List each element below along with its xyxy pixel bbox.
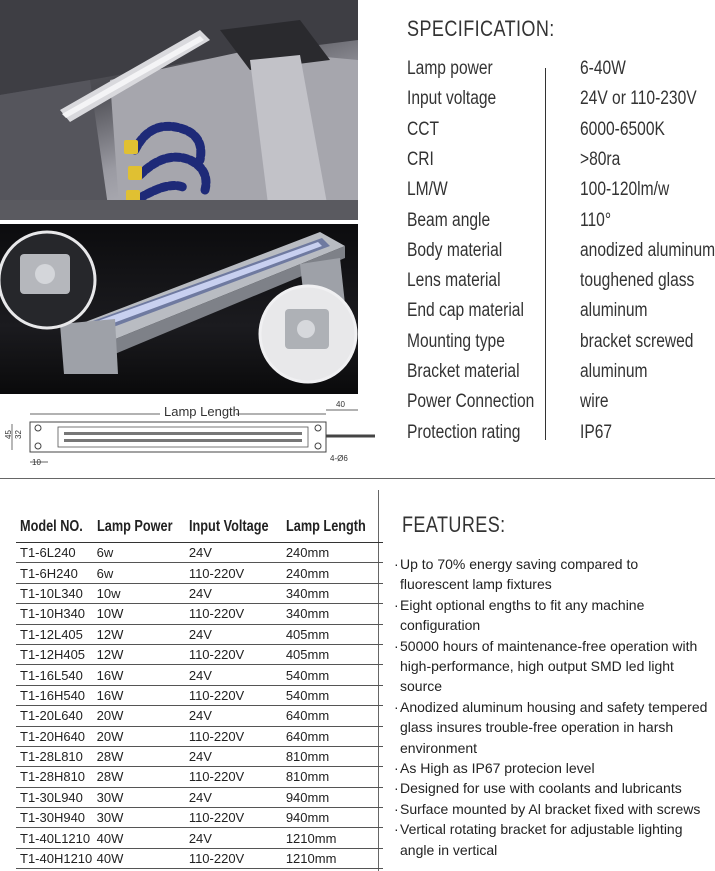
feature-item: · Up to 70% energy saving compared to fluorescent lamp fixtures (394, 554, 710, 595)
cell-model: T1-6H240 (16, 563, 97, 583)
cell-voltage: 24V (189, 828, 286, 848)
cell-voltage: 24V (189, 746, 286, 766)
cell-power: 12W (97, 624, 189, 644)
features-title: FEATURES: (402, 512, 506, 537)
cell-model: T1-30L940 (16, 787, 97, 807)
spec-value: wire (580, 391, 609, 413)
cell-model: T1-12L405 (16, 624, 97, 644)
cell-length: 340mm (286, 583, 383, 603)
cell-model: T1-10H340 (16, 604, 97, 624)
feature-item: · Designed for use with coolants and lubricants (394, 778, 710, 798)
table-row (16, 767, 383, 787)
cell-model: T1-6L240 (16, 543, 97, 563)
cell-power: 16W (97, 665, 189, 685)
cell-power: 6w (97, 563, 189, 583)
cell-length: 810mm (286, 767, 383, 787)
spec-value: toughened glass (580, 270, 695, 292)
cell-length: 940mm (286, 808, 383, 828)
lamp-product-photo (0, 224, 358, 394)
table-row (16, 685, 383, 705)
spec-value: 100-120lm/w (580, 179, 670, 201)
cell-model: T1-16L540 (16, 665, 97, 685)
cell-model: T1-40H1210 (16, 848, 97, 868)
spec-label: Beam angle (407, 209, 491, 231)
spec-label: Protection rating (407, 421, 521, 443)
cell-length: 640mm (286, 706, 383, 726)
table-row (16, 787, 383, 807)
table-body (16, 543, 383, 869)
cell-length: 810mm (286, 746, 383, 766)
cell-model: T1-40L1210 (16, 828, 97, 848)
cell-length: 240mm (286, 563, 383, 583)
table-row (16, 746, 383, 766)
cell-model: T1-12H405 (16, 644, 97, 664)
cell-voltage: 24V (189, 543, 286, 563)
spec-label: End cap material (407, 300, 524, 322)
feature-item: · Anodized aluminum housing and safety tempered glass insures trouble-free operation in harsh environment (394, 697, 710, 758)
cell-length: 540mm (286, 665, 383, 685)
cell-model: T1-10L340 (16, 583, 97, 603)
cell-model: T1-28L810 (16, 746, 97, 766)
cell-length: 1210mm (286, 848, 383, 868)
cell-model: T1-28H810 (16, 767, 97, 787)
cell-power: 28W (97, 767, 189, 787)
table-row (16, 706, 383, 726)
spec-label: Lens material (407, 270, 501, 292)
header-model: Model NO. (16, 512, 97, 543)
cell-length: 405mm (286, 644, 383, 664)
table-row (16, 604, 383, 624)
cell-length: 405mm (286, 624, 383, 644)
table-row (16, 583, 383, 603)
feature-item: · Eight optional engths to fit any machine configuration (394, 595, 710, 636)
spec-value: 6-40W (580, 58, 626, 79)
cell-length: 940mm (286, 787, 383, 807)
cell-power: 40W (97, 828, 189, 848)
cell-voltage: 24V (189, 624, 286, 644)
cell-voltage: 24V (189, 787, 286, 807)
spec-label: Input voltage (407, 88, 497, 110)
spec-label: CRI (407, 148, 434, 170)
cell-voltage: 110-220V (189, 563, 286, 583)
feature-item: · Surface mounted by Al bracket fixed with screws (394, 799, 710, 819)
model-table (16, 512, 383, 869)
spec-label: Power Connection (407, 391, 535, 413)
cell-voltage: 24V (189, 706, 286, 726)
cell-power: 28W (97, 746, 189, 766)
dimension-drawing (0, 398, 380, 470)
cell-voltage: 110-220V (189, 726, 286, 746)
spec-value: aluminum (580, 300, 648, 322)
cell-power: 6w (97, 543, 189, 563)
section-divider (0, 478, 715, 479)
cell-length: 340mm (286, 604, 383, 624)
cell-power: 20W (97, 726, 189, 746)
table-row (16, 624, 383, 644)
specification-title: SPECIFICATION: (407, 16, 555, 41)
spec-divider (545, 68, 546, 440)
table-row (16, 644, 383, 664)
drawing-dim-h1: 45 (3, 430, 13, 439)
cell-power: 40W (97, 848, 189, 868)
table-row (16, 848, 383, 868)
spec-value: aluminum (580, 361, 648, 382)
cell-voltage: 24V (189, 665, 286, 685)
table-row (16, 808, 383, 828)
cell-voltage: 110-220V (189, 848, 286, 868)
spec-value: 110° (580, 209, 612, 231)
cell-voltage: 110-220V (189, 604, 286, 624)
spec-value: IP67 (580, 421, 613, 443)
machine-photo (0, 0, 358, 220)
header-voltage: Input Voltage (189, 512, 286, 543)
feature-item: · 50000 hours of maintenance-free operation with high-performance, high output SMD led light source (394, 636, 710, 697)
table-row (16, 665, 383, 685)
feature-item: · As High as IP67 protecion level (394, 758, 710, 778)
cell-voltage: 110-220V (189, 685, 286, 705)
drawing-title: Lamp Length (164, 404, 240, 419)
cell-voltage: 110-220V (189, 644, 286, 664)
header-power: Lamp Power (97, 512, 189, 543)
cell-power: 12W (97, 644, 189, 664)
drawing-dim-h2: 32 (13, 430, 23, 439)
table-row (16, 543, 383, 563)
cell-voltage: 24V (189, 583, 286, 603)
spec-label: Body material (407, 239, 503, 261)
cell-power: 30W (97, 787, 189, 807)
cell-model: T1-16H540 (16, 685, 97, 705)
cell-model: T1-30H940 (16, 808, 97, 828)
cell-length: 540mm (286, 685, 383, 705)
table-row (16, 828, 383, 848)
cell-voltage: 110-220V (189, 767, 286, 787)
cell-length: 1210mm (286, 828, 383, 848)
cell-power: 10W (97, 604, 189, 624)
spec-label: Lamp power (407, 58, 493, 79)
cell-length: 240mm (286, 543, 383, 563)
spec-value: anodized aluminum (580, 239, 715, 261)
spec-label: Mounting type (407, 330, 505, 352)
spec-label: LM/W (407, 179, 448, 201)
cell-model: T1-20H640 (16, 726, 97, 746)
cell-voltage: 110-220V (189, 808, 286, 828)
spec-value: >80ra (580, 148, 621, 170)
cell-power: 16W (97, 685, 189, 705)
spec-value: 24V or 110-230V (580, 88, 697, 110)
cell-power: 30W (97, 808, 189, 828)
drawing-dim-hole: 4-Ø6 (330, 454, 348, 463)
drawing-dim-bottom: 10 (32, 458, 41, 467)
features-list (394, 554, 710, 860)
cell-model: T1-20L640 (16, 706, 97, 726)
spec-label: CCT (407, 118, 440, 140)
table-header-row (16, 512, 383, 543)
table-row (16, 563, 383, 583)
drawing-dim-end: 40 (336, 400, 345, 409)
spec-label: Bracket material (407, 361, 520, 382)
header-length: Lamp Length (286, 512, 383, 543)
spec-value: bracket screwed (580, 330, 694, 352)
cell-power: 20W (97, 706, 189, 726)
cell-power: 10w (97, 583, 189, 603)
feature-item: · Vertical rotating bracket for adjustable lighting angle in vertical (394, 819, 710, 860)
spec-value: 6000-6500K (580, 118, 665, 140)
table-row (16, 726, 383, 746)
cell-length: 640mm (286, 726, 383, 746)
